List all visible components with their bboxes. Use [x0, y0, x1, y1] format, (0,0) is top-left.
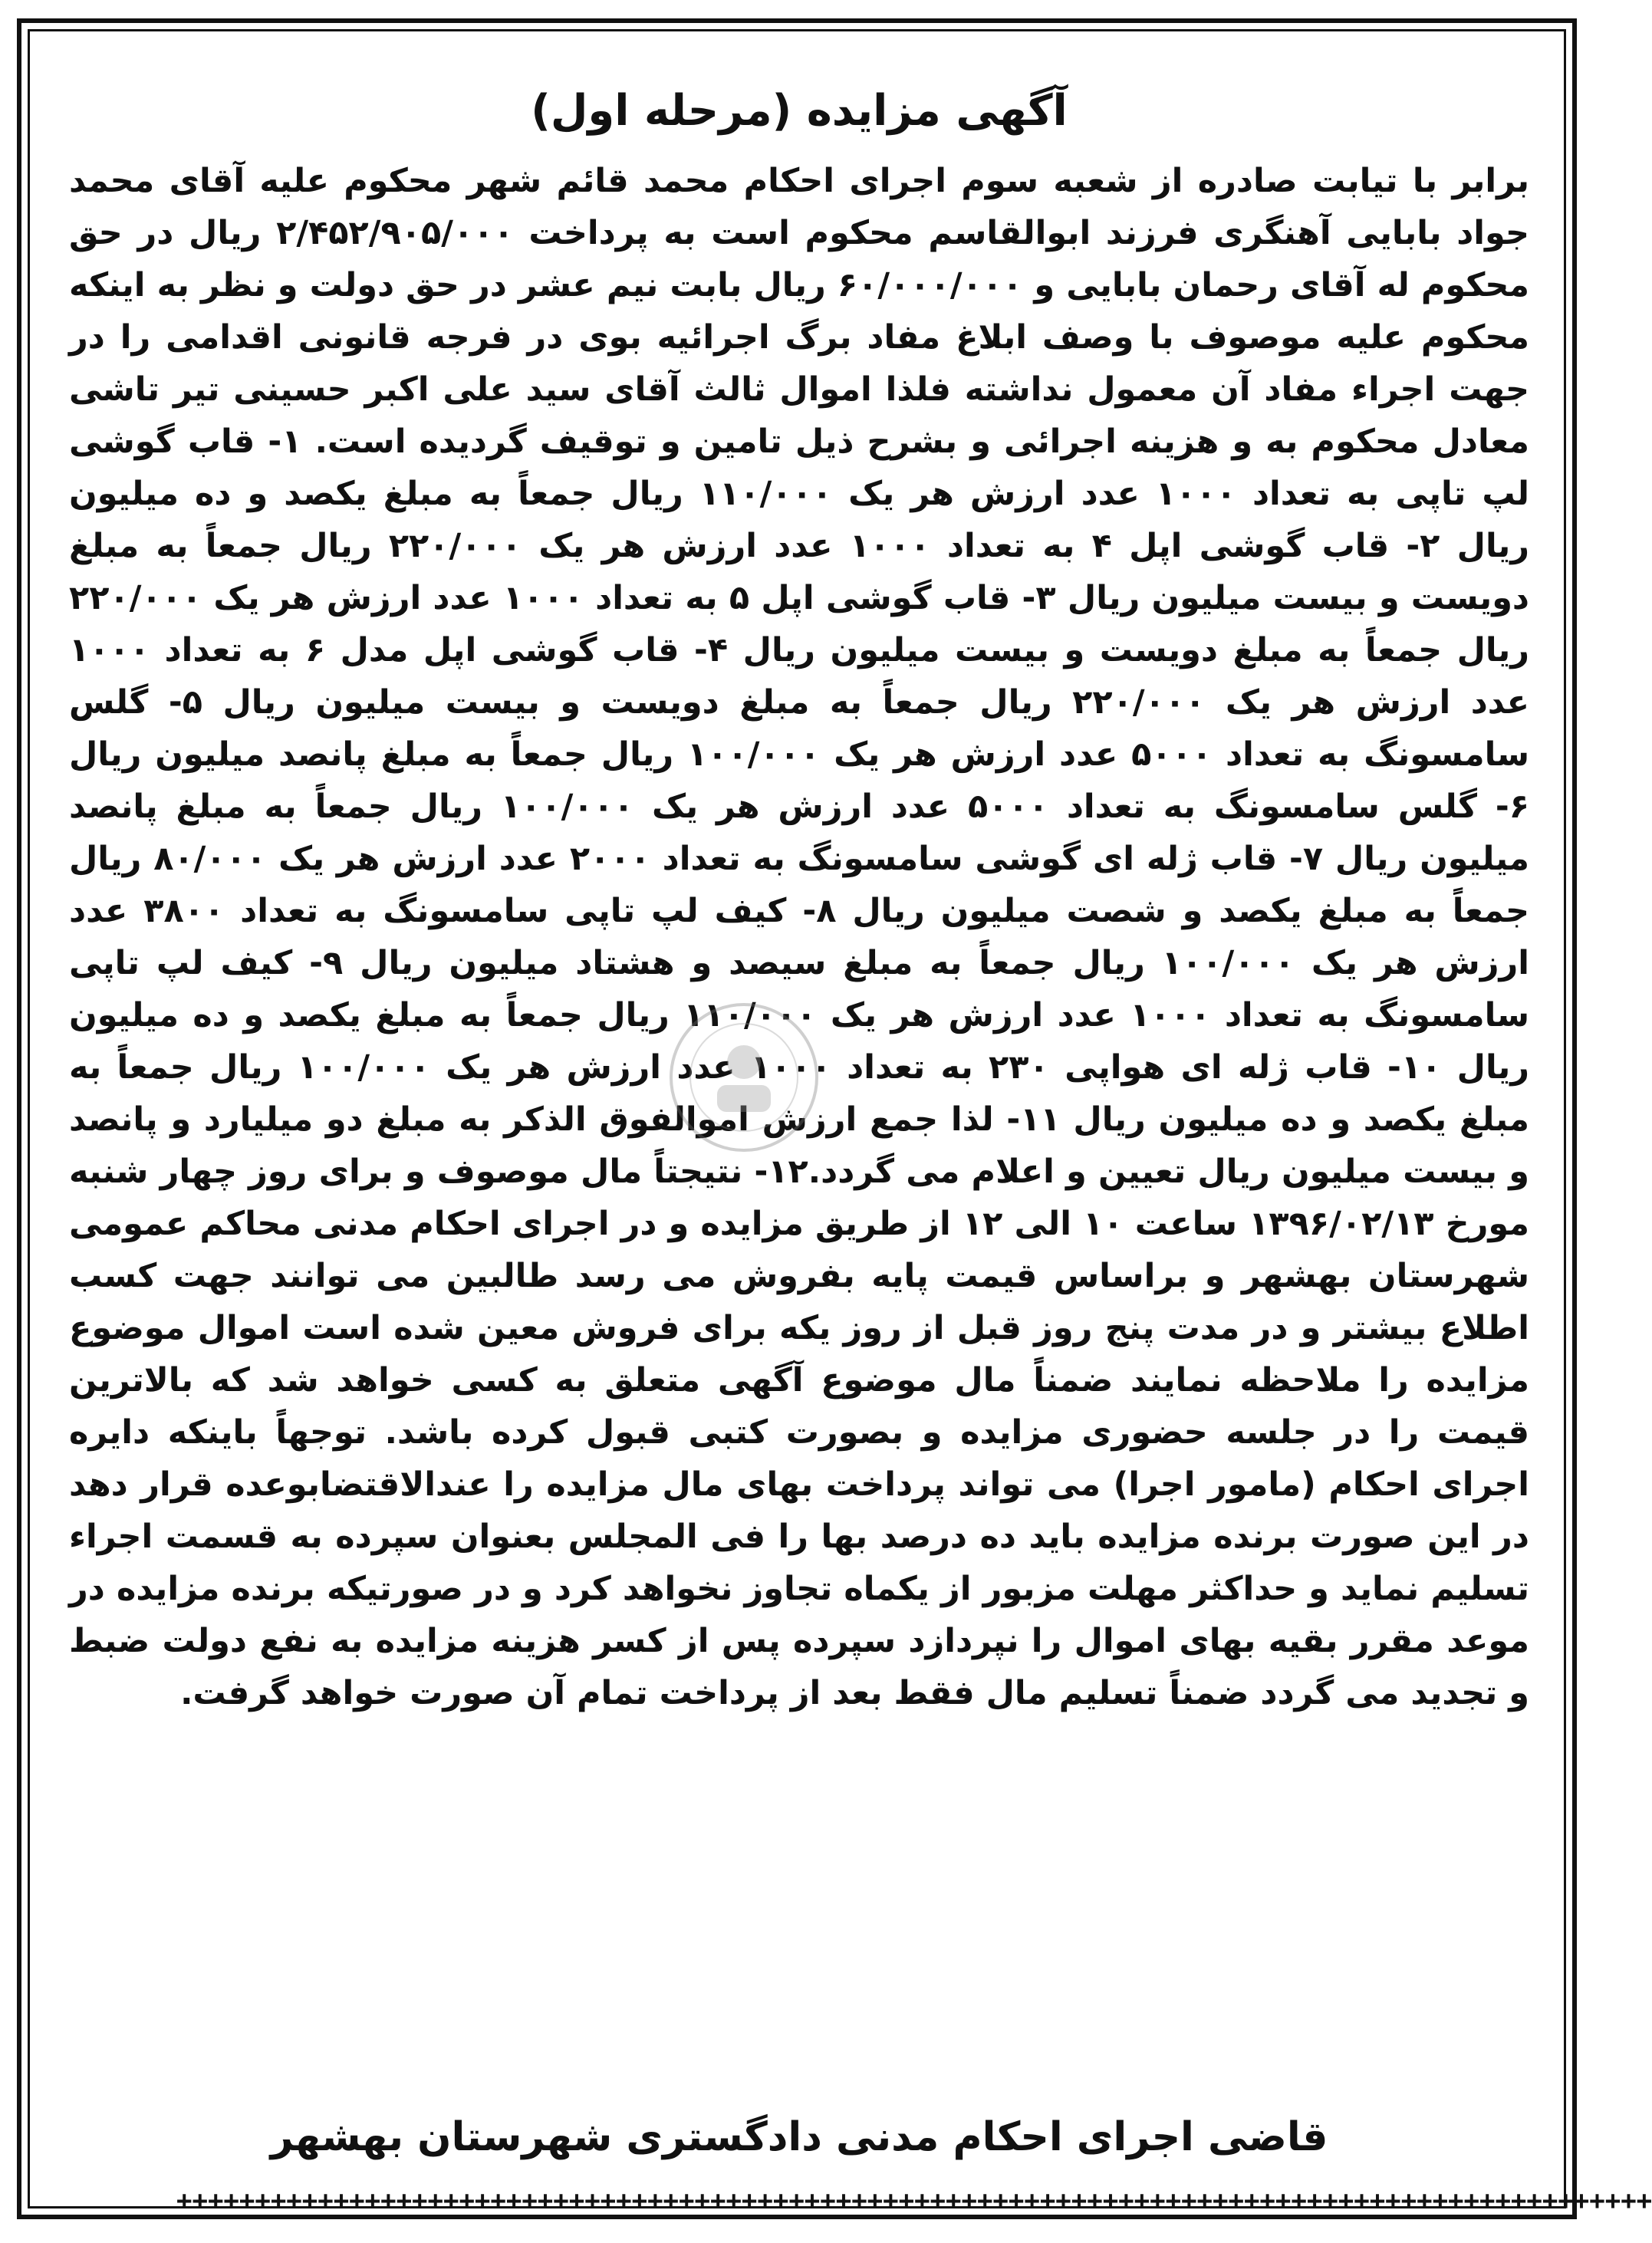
notice-body: برابر با تیابت صادره از شعبه سوم اجرای احکام محمد قائم شهر محکوم علیه آقای محمد جواد بابایی آهنگری فرزند ابوالقاسم محکوم است به پرداخت ۲/۴۵۲/۹۰۵/۰۰۰ ریال در حق محکوم له آقای رحمان بابایی و ۶۰/۰۰۰/۰۰۰ ریال بابت نیم عشر در حق دولت و نظر به اینکه محکوم علیه موصوف با وصف ابلاغ مفاد برگ اجرائیه بوی در فرجه قانونی اقدامی را در جهت اجراء مفاد آن معمول نداشته فلذا اموال ثالث آقای سید علی اکبر حسینی تیر تاشی معادل محکوم به و هزینه اجرائی و بشرح ذیل تامین و توقیف گردیده است. ۱- قاب گوشی لپ تاپی به تعداد ۱۰۰۰ عدد ارزش هر یک ۱۱۰/۰۰۰ ریال جمعاً به مبلغ یکصد و ده میلیون ریال ۲- قاب گوشی اپل ۴ به تعداد ۱۰۰۰ عدد ارزش هر یک ۲۲۰/۰۰۰ ریال جمعاً به مبلغ دویست و بیست میلیون ریال ۳- قاب گوشی اپل ۵ به تعداد ۱۰۰۰ عدد ارزش هر یک ۲۲۰/۰۰۰ ریال جمعاً به مبلغ دویست و بیست میلیون ریال ۴- قاب گوشی اپل مدل ۶ به تعداد ۱۰۰۰ عدد ارزش هر یک ۲۲۰/۰۰۰ ریال جمعاً به مبلغ دویست و بیست میلیون ریال ۵- گلس سامسونگ به تعداد ۵۰۰۰ عدد ارزش هر یک ۱۰۰/۰۰۰ ریال جمعاً به مبلغ پانصد میلیون ریال ۶- گلس سامسونگ به تعداد ۵۰۰۰ عدد ارزش هر یک ۱۰۰/۰۰۰ ریال جمعاً به مبلغ پانصد میلیون ریال ۷- قاب ژله ای گوشی سامسونگ به تعداد ۲۰۰۰ عدد ارزش هر یک ۸۰/۰۰۰ ریال جمعاً به مبلغ یکصد و شصت میلیون ریال ۸- کیف لپ تاپی سامسونگ به تعداد ۳۸۰۰ عدد ارزش هر یک ۱۰۰/۰۰۰ ریال جمعاً به مبلغ سیصد و هشتاد میلیون ریال ۹- کیف لپ تاپی سامسونگ به تعداد ۱۰۰۰ عدد ارزش هر یک ۱۱۰/۰۰۰ ریال جمعاً به مبلغ یکصد و ده میلیون ریال ۱۰- قاب ژله ای هواپی ۲۳۰ به تعداد ۱۰۰۰ عدد ارزش هر یک ۱۰۰/۰۰۰ ریال جمعاً به مبلغ یکصد و ده میلیون ریال ۱۱- لذا جمع ارزش اموالفوق الذکر به مبلغ دو میلیارد و پانصد و بیست میلیون ریال تعیین و اعلام می گردد.۱۲- نتیجتاً مال موصوف و برای روز چهار شنبه مورخ ۱۳۹۶/۰۲/۱۳ ساعت ۱۰ الی ۱۲ از طریق مزایده و در اجرای احکام مدنی محاکم عمومی شهرستان بهشهر و براساس قیمت پایه بفروش می رسد طالبین می توانند جهت کسب اطلاع بیشتر و در مدت پنج روز قبل از روز یکه برای فروش معین شده است اموال موضوع مزایده را ملاحظه نمایند ضمناً مال موضوع آگهی متعلق به کسی خواهد شد که بالاترین قیمت را در جلسه حضوری مزایده و بصورت کتبی قبول کرده باشد. توجهاً باینکه دایره اجرای احکام (مامور اجرا) می تواند پرداخت بهای مال مزایده را عندالاقتضابوعده قرار دهد در این صورت برنده مزایده باید ده درصد بها را فی المجلس بعنوان سپرده به قسمت اجراء تسلیم نماید و حداکثر مهلت مزبور از یکماه تجاوز نخواهد کرد و در صورتیکه برنده مزایده در موعد مقرر بقیه بهای اموال را نپردازد سپرده پس از کسر هزینه مزایده به نفع دولت ضبط و تجدید می گردد ضمناً تسلیم مال فقط بعد از پرداخت تمام آن صورت خواهد گرفت. [69, 162, 1530, 1712]
judge-signature: قاضی اجرای احکام مدنی دادگستری شهرستان بهشهر [270, 2114, 1328, 2160]
notice-title: آگهی مزایده (مرحله اول) [531, 86, 1068, 136]
notice-content [69, 84, 1529, 1719]
separator-line: ++++++++++++++++++++++++++++++++++++++++++++++++++++++++++++++++++++++++++++++++++++++++++++++ [176, 2185, 1652, 2216]
